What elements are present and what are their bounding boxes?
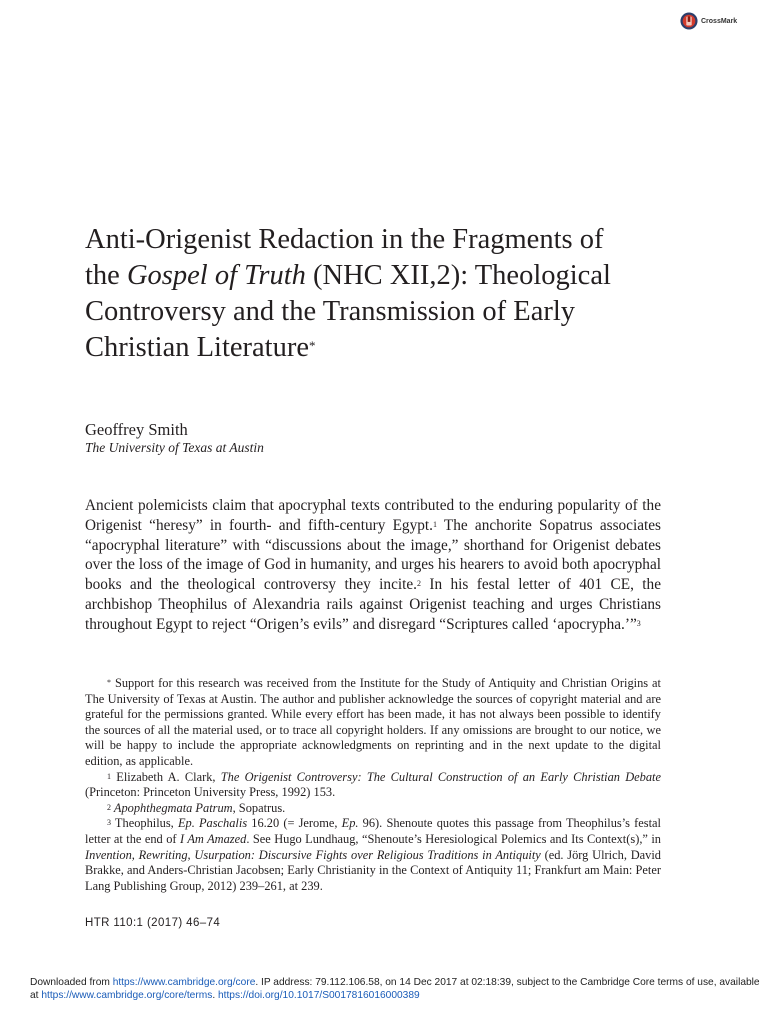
footnote-italic: Ep. Paschalis (177, 816, 248, 831)
footnote-text: (Princeton: Princeton University Press, 1992) 153. (85, 785, 336, 800)
footnote-italic: Apophthegmata Patrum (111, 800, 233, 815)
author-name: Geoffrey Smith (85, 420, 188, 439)
footnote-marker: 3 (107, 818, 111, 828)
crossmark-icon (680, 12, 698, 30)
download-text: Downloaded from (30, 977, 113, 988)
footnote-1 (85, 770, 661, 801)
footnote-text: 16.20 (= Jerome, (247, 816, 342, 831)
footnote-text: Elizabeth A. Clark, (111, 769, 221, 784)
footnote-marker: * (107, 678, 111, 687)
footnote-italic: The Origenist Controversy: The Cultural Construction of an Early Christian Debate (220, 769, 661, 784)
footnote-text: , Sopatrus. (232, 800, 286, 815)
doi-link[interactable]: https://doi.org/10.1017/S0017816016000389 (217, 990, 420, 1001)
crossmark-label: CrossMark (701, 17, 738, 25)
footnote-text: Support for this research was received from the Institute for the Study of Antiquity and Christian Origins at The University of Texas at Austin. The author and publisher acknowledge the sources of copyright material and are grateful for the permissions granted. While every effort has been made, it has not always been possible to identify the sources of all the material used, or to trace all copyright holders. If any omissions are brought to our notice, we will be happy to include the appropriate acknowledgments on reprinting and in the next update to the digital edition, as applicable. (85, 676, 661, 768)
title-text: Anti-Origenist Redaction in the Fragments of the (85, 224, 604, 291)
footnote-star (85, 676, 661, 770)
footnote-text: Theophilus, (111, 816, 178, 831)
journal-citation: HTR 110:1 (2017) 46–74 (85, 917, 221, 929)
download-text: . (212, 990, 218, 1001)
footnote-ref-2[interactable]: 2 (416, 579, 421, 589)
footnote-italic: Invention, Rewriting, Usurpation: Discursive Fights over Religious Traditions in Antiquity (85, 847, 541, 862)
title-text-cont: (NHC XII,2): Theological Controversy and the Transmission of Early Christian Literature (85, 260, 611, 363)
terms-link[interactable]: https://www.cambridge.org/core/terms (41, 990, 213, 1001)
title-footnote-marker[interactable]: * (308, 338, 316, 353)
title-italic: Gospel of Truth (126, 260, 306, 291)
abstract-sentence: In his festal letter of 401 CE, the archbishop Theophilus of Alexandria rails against Origenist teaching and urges Christians throughout Egypt to reject “Origen’s evils” and disregard “Scriptures called ‘apocrypha.’” (85, 576, 661, 633)
footnote-2 (85, 801, 661, 817)
footnote-text: . See Hugo Lundhaug, “Shenoute’s Heresiological Polemics and Its Context(s),” in (246, 831, 662, 846)
footnote-marker: 2 (107, 802, 111, 812)
footnote-marker: 1 (107, 771, 111, 781)
abstract-sentence: The anchorite Sopatrus associates “apocryphal literature” with “discussions about the image,” shorthand for Origenist debates over the loss of the image of God in humanity, and urges his hearers to avoid both apocryphal books and the theological controversy they incite. (85, 516, 661, 594)
cambridge-core-link[interactable]: https://www.cambridge.org/core (112, 977, 256, 988)
abstract (85, 496, 661, 635)
download-text: . IP address: 79.112.106.58, on 14 Dec 2017 at 02:18:39, subject to the Cambridge Core terms of use, available at (30, 977, 760, 1001)
footnotes (85, 676, 661, 894)
author-affiliation: The University of Texas at Austin (85, 440, 264, 455)
download-notice (30, 976, 760, 1002)
footnote-ref-3[interactable]: 3 (636, 618, 641, 628)
footnote-italic: Ep. (341, 816, 359, 831)
footnote-italic: I Am Amazed (179, 831, 247, 846)
abstract-sentence: Ancient polemicists claim that apocryphal texts contributed to the enduring popularity of the Origenist “heresy” in fourth- and fifth-century Egypt. (85, 497, 661, 534)
footnote-3 (85, 816, 661, 894)
footnote-text: 96). Shenoute quotes this passage from Theophilus’s festal letter at the end of (85, 816, 661, 846)
crossmark-badge[interactable] (680, 12, 737, 30)
footnote-ref-1[interactable]: 1 (432, 519, 437, 529)
footnote-text: (ed. Jörg Ulrich, David Brakke, and Anders-Christian Jacobsen; Early Christianity in the Context of Antiquity 11; Frankfurt am Main: Peter Lang Publishing Group, 2012) 239–261, at 239. (85, 847, 661, 893)
article-title (85, 222, 645, 366)
